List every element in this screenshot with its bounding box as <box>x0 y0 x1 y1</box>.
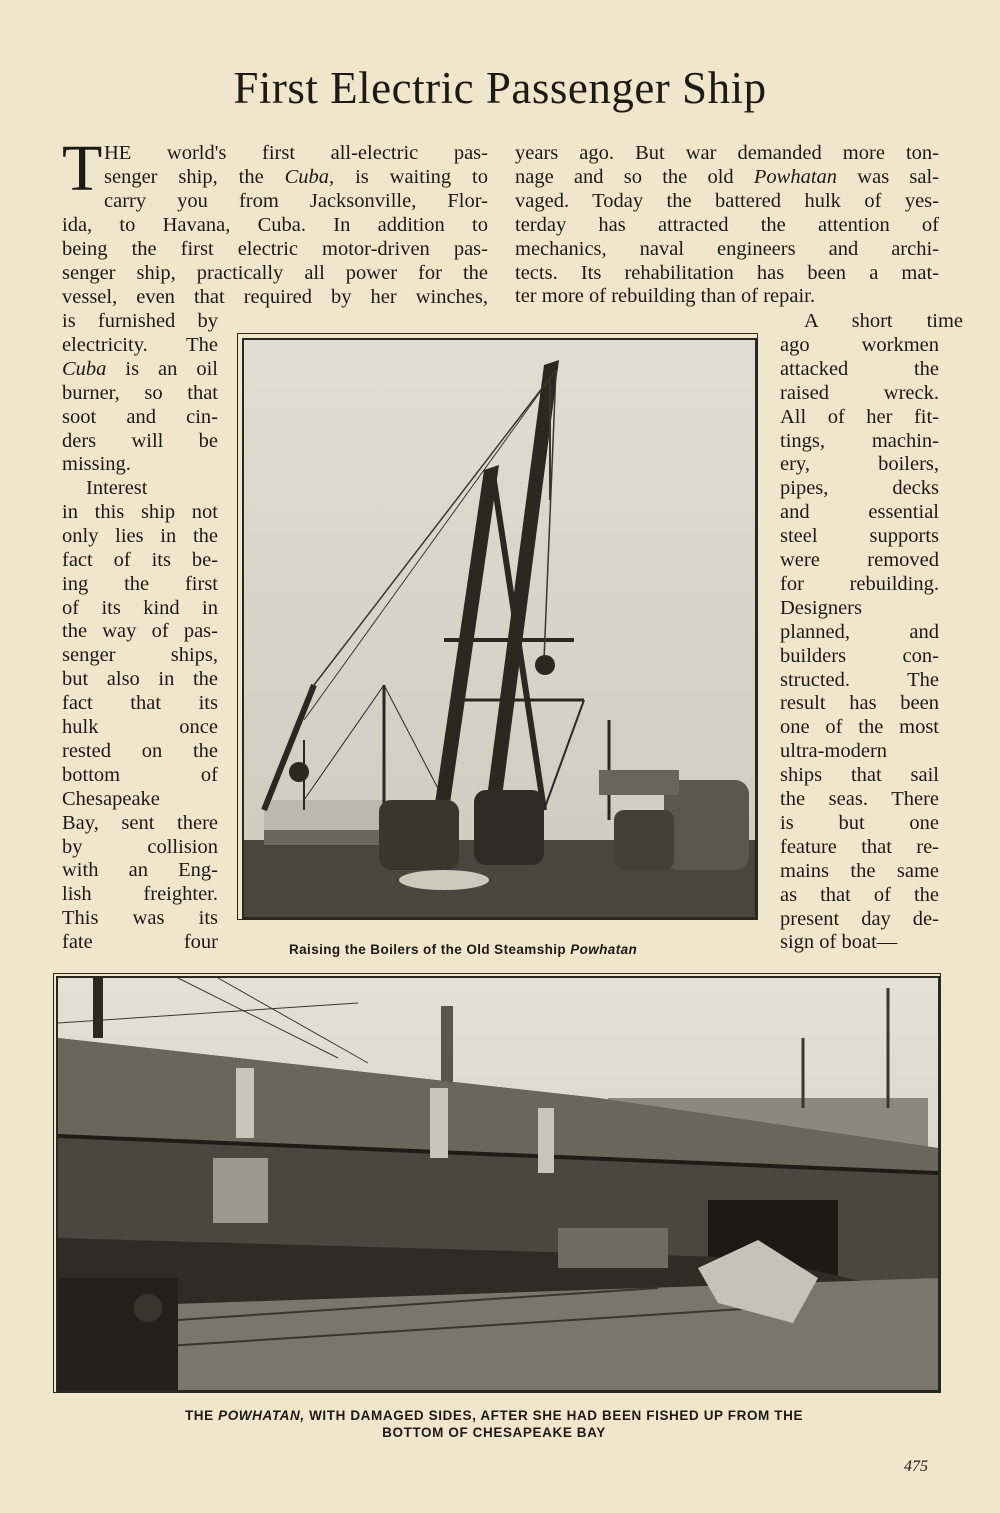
right_column-line: attacked the <box>780 357 939 380</box>
left_column-line: of its kind in <box>62 596 218 619</box>
right_column-line: raised wreck. <box>780 381 939 404</box>
right_column-line: feature that re- <box>780 835 939 858</box>
left_column-line: senger ship, practically all power for the <box>62 261 488 284</box>
left_column-line: is furnished by <box>62 310 218 332</box>
left_column-line: bottom of <box>62 763 218 786</box>
right_column-line: as that of the <box>780 883 939 906</box>
left_column-line: in this ship not <box>62 500 218 523</box>
page-number: 475 <box>904 1458 928 1475</box>
left_column-line: lish freighter. <box>62 883 218 906</box>
right_column-line: ago workmen <box>780 333 939 356</box>
left_column-line: fate four <box>62 931 218 954</box>
right_column-line: the seas. There <box>780 788 939 810</box>
right_column-line: mechanics, naval engineers and archi- <box>515 237 939 260</box>
right_column-line: present day de- <box>780 907 939 930</box>
right_column-line: terday has attracted the attention of <box>515 213 939 236</box>
right_column-line: ter more of rebuilding than of repair. <box>515 285 815 308</box>
right_column-line: planned, and <box>780 620 939 643</box>
left_column-line: ing the first <box>62 572 218 595</box>
right_column-line: ultra-modern <box>780 740 888 763</box>
right_column-line: Designers <box>780 596 862 619</box>
right_column-line: A short time <box>804 310 963 332</box>
right_column-line: and essential <box>780 501 939 524</box>
left_column-line: electricity. The <box>62 333 218 356</box>
left_column-line: burner, so that <box>62 381 218 404</box>
right_column-line: years ago. But war demanded more ton- <box>515 142 939 164</box>
left_column-line: but also in the <box>62 668 218 691</box>
right_column-line: ery, boilers, <box>780 453 939 476</box>
left_column-line: Cuba is an oil <box>62 357 218 380</box>
right_column-line: one of the most <box>780 716 939 739</box>
left_column-line: This was its <box>62 907 218 930</box>
right_column-line: result has been <box>780 692 939 715</box>
left_column-line: carry you from Jacksonville, Flor- <box>104 189 488 212</box>
right_column-line: structed. The <box>780 668 939 691</box>
left_column-line: Interest <box>86 477 148 499</box>
left_column-line: the way of pas- <box>62 620 218 643</box>
left_column-line: HE world's first all-electric pas- <box>104 142 488 164</box>
left_column-line: hulk once <box>62 716 218 738</box>
right_column-line: builders con- <box>780 644 939 667</box>
drop-cap: T <box>62 132 103 205</box>
left_column-line: ders will be <box>62 429 218 452</box>
right_column-line: is but one <box>780 811 939 834</box>
photo-frame-hull <box>53 973 941 1393</box>
left_column-line: ida, to Havana, Cuba. In addition to <box>62 214 488 236</box>
right_column-line: nage and so the old Powhatan was sal- <box>515 165 939 188</box>
right_column-line: mains the same <box>780 859 939 882</box>
left_column-line: senger ships, <box>62 644 218 667</box>
left_column-line: by collision <box>62 835 218 858</box>
right_column-line: tects. Its rehabilitation has been a mat- <box>515 261 939 284</box>
left_column-line: with an Eng- <box>62 859 218 882</box>
right_column-line: tings, machin- <box>780 429 939 452</box>
left_column-line: Chesapeake <box>62 787 160 810</box>
right_column-line: All of her fit- <box>780 405 939 428</box>
left_column-line: senger ship, the Cuba, is waiting to <box>104 166 488 188</box>
left_column-line: soot and cin- <box>62 405 218 428</box>
photo2-caption-line2-text: BOTTOM OF CHESAPEAKE BAY <box>382 1425 606 1440</box>
page-title: First Electric Passenger Ship <box>233 63 767 113</box>
photo-raising-boilers <box>242 338 757 919</box>
photo2-caption-line1-text: THE POWHATAN, WITH DAMAGED SIDES, AFTER SHE HAD BEEN FISHED UP FROM THE <box>184 1408 804 1423</box>
left_column-line: Bay, sent there <box>62 811 218 834</box>
right_column-line: vaged. Today the battered hulk of yes- <box>515 189 939 212</box>
photo1-caption-text: Raising the Boilers of the Old Steamship Powhatan <box>289 942 638 957</box>
right_column-line: for rebuilding. <box>780 572 939 595</box>
right_column-line: pipes, decks <box>780 477 939 500</box>
right_column-line: steel supports <box>780 525 939 548</box>
left_column-line: being the first electric motor-driven pas- <box>62 237 488 260</box>
left_column-line: rested on the <box>62 739 218 762</box>
left_column-line: missing. <box>62 453 131 476</box>
photo2-caption-line2 <box>54 1425 934 1440</box>
photo2-caption-line1 <box>54 1408 934 1423</box>
left_column-line: only lies in the <box>62 524 218 547</box>
left_column-line: vessel, even that required by her winches, <box>62 285 488 308</box>
left_column-line: fact that its <box>62 692 218 715</box>
right_column-line: were removed <box>780 549 939 571</box>
right_column-line: sign of boat— <box>780 931 898 954</box>
left_column-line: fact of its be- <box>62 548 218 571</box>
photo1-caption <box>289 942 637 957</box>
crane-photo-illustration <box>244 340 755 917</box>
right_column-line: ships that sail <box>780 764 939 787</box>
